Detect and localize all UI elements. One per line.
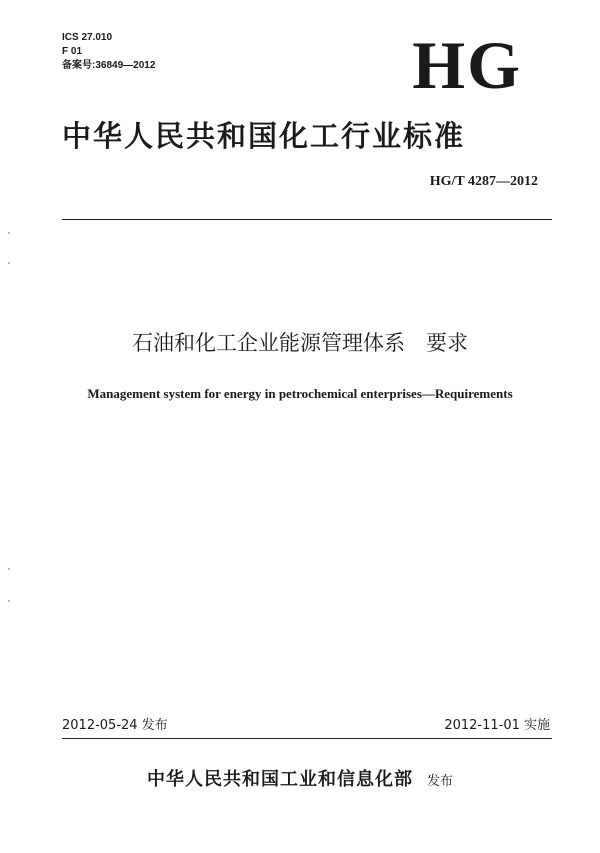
scan-mark xyxy=(8,568,10,570)
document-title-english: Management system for energy in petrochemical enterprises—Requirements xyxy=(87,386,513,401)
publish-label: 发布 xyxy=(426,774,453,789)
scan-mark xyxy=(8,262,10,264)
ics-code: ICS 27.010 xyxy=(62,32,113,43)
standard-number: HG/T 4287—2012 xyxy=(429,174,538,189)
footer-divider xyxy=(62,738,552,739)
implementation-date: 2012-11-01 实施 xyxy=(444,718,550,733)
ccs-code: F 01 xyxy=(62,46,83,57)
scan-mark xyxy=(8,232,10,234)
publisher-line xyxy=(0,768,600,794)
header-divider xyxy=(62,219,552,220)
issue-date: 2012-05-24 发布 xyxy=(62,718,168,733)
standard-category-title: 中华人民共和国化工行业标准 xyxy=(62,119,466,153)
record-number: 备案号:36849—2012 xyxy=(62,60,156,71)
document-title-chinese: 石油和化工企业能源管理体系 要求 xyxy=(132,331,468,355)
hg-logo: HG xyxy=(412,27,522,103)
publisher-name: 中华人民共和国工业和信息化部 xyxy=(146,769,413,790)
scan-mark xyxy=(8,600,10,602)
